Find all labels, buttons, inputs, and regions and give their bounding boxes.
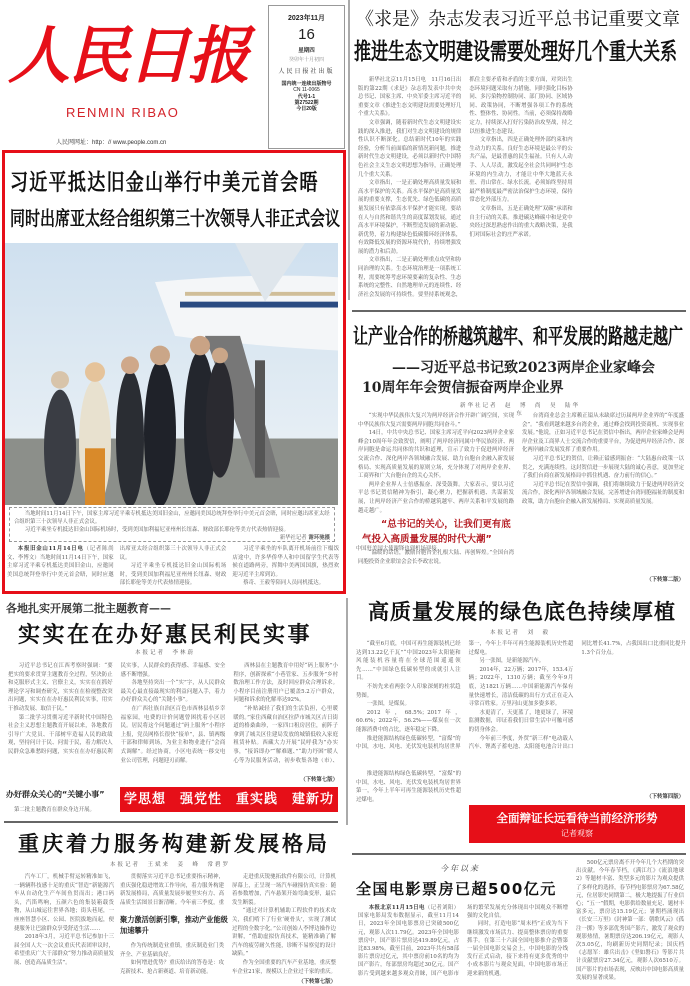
paragraph: “补贴减轻了我们的生活负担，心里暖暖的。”家住西藏自治区拉萨市城关区吉日街道的格桑曲珍，一家四口租房居住，前阵子拿到了城关区住建局发放的城镇低收入家庭租赁补贴。西藏大力开展“民呼我为”办实事，“接诉即办”“解难题、”“助力纾困”暖人心等为民服务活动，初步收集各地（市）、 bbox=[233, 705, 338, 764]
education-byline: 本报记者 李林蔚 bbox=[134, 650, 195, 656]
chongqing-byline: 本报记者 王斌来 姜 峰 常碧罗 bbox=[109, 862, 230, 868]
paragraph: 第二批学习贯彻习近平新时代中国特色社会主义思想主题教育开展以来，各地教育引导广大党员、干部树牢造福人民的政绩观，坚持问计于民、问需于民，着力解决人民群众急难愁盼问题，实实在在办好惠民利民实事，人民群众的获得感、幸福感、安全感不断增强。 bbox=[8, 663, 226, 755]
paragraph: 习近平乘坐的车队离开机场前往下榻饭店途中，许多华侨华人和中国留学生代表等候在道路两旁，挥舞中美两国国旗，热烈欢迎习近平主席到访。 bbox=[232, 546, 339, 578]
section-rule bbox=[352, 310, 686, 312]
paragraph: 2014年，22万辆；2017年，153.4万辆；2022年，1310万辆；截至今年9月底，达1821万辆……中国新能源汽车保有量快速增长，清洁低碳的出行方式正在走入寻常百姓家。万里河山更加多姿多彩。 bbox=[468, 666, 574, 708]
paragraph: 习近平总书记在江西考察时强调：“要把实的要求贯穿主题教育全过程，坚决防止和克服形式主义、官僚主义，实实在在抓好理论学习和调查研究，实实在在检视整改突出问题，实实在在办好惠民利民实事，用实干推动发展、取信于民。” bbox=[8, 663, 113, 712]
paragraph: 文章强调，随着新时代生态文明建设实践的深入推进，我们对生态文明建设的规律性认识不断深化。总结新时代10年的实践经验，分析当前面临的新情况新问题，推进新时代生态文明建设，必须以新时代中国特色社会主义生态文明思想为指导，正确处理几个重大关系。 bbox=[358, 119, 462, 178]
paragraph: “实现中华民族伟大复兴为两岸经济合作开辟广阔空间，实现中华民族伟大复兴需要两岸同胞共同奋斗。” bbox=[358, 413, 514, 428]
masthead-logo: 人民日报 bbox=[8, 19, 249, 92]
issn-label: 国内统一连续出版物号 bbox=[281, 81, 332, 88]
paragraph: 2018年3月，习近平总书记参加十三届全国人大一次会议重庆代表团审议时，希望重庆广大干部群众“努力推动高质量发展、创造高品质生活”。 bbox=[14, 934, 114, 966]
photo-credit-name: 谢环驰摄 bbox=[308, 535, 330, 541]
website-url[interactable]: 人民网网址：http：// www.people.com.cn bbox=[56, 140, 167, 146]
lead-headline-line2[interactable]: 同时出席亚太经合组织第三十次领导人非正式会议 bbox=[10, 206, 341, 230]
paragraph: 水更清了，天更蓝了，地更绿了，环境监测数据，印证着我们日常生活中可触可感的切身体会。 bbox=[468, 709, 574, 733]
paragraph: 习近平总书记的贺信，让赖正镒感到振奋：“大陆惠台政策一以贯之，充满连续性。这封贺信进一步展现大陆的诚心善意，更加坚定了我们台商在新发展格局中抓住机遇、奋力前行的信心。” bbox=[522, 455, 684, 480]
paragraph: 习近平总书记在贺信中强调，我们将继续致力于促进两岸经济交流合作，深化两岸各领域融合发展，完善增进台湾同胞福祉的制度和政策，助力台胞台企融入新发展格局、实现高质量发展。 bbox=[522, 481, 684, 505]
airport-arrival-photo bbox=[5, 243, 338, 505]
paragraph: 西林县在主题教育中用好“码上服务”小程序，创新探索“小巷管家、五步服务”乡村数治理工作方法，及时回应群众合理诉求。小程序目前注册用户已覆盖5.2万户群众，问题和诉求的化解率达92%。 bbox=[233, 663, 338, 704]
lead-headline-line1[interactable]: 习近平抵达旧金山举行中美元首会晤 bbox=[10, 170, 319, 197]
paragraph: 中国驻美国大使谢锋也到机场迎接。 bbox=[355, 546, 443, 552]
education-subhead-text: 第二批主题教育在群众身边开展。 bbox=[14, 807, 95, 813]
lunar-date: 癸卯年十月初四 bbox=[288, 57, 324, 64]
paragraph: 蔡奇、王毅等陪同人员同机抵达。 bbox=[243, 580, 324, 587]
section-rule bbox=[352, 853, 686, 855]
paragraph: 两岸企业界人士倍感振奋、深受鼓舞。大家表示，要以习近平总书记贺信精神为指引，凝心聚力，把握新机遇、共谋新发展，让两岸经济产业合作的桥越筑越牢、两岸关系和平发展的路越走越广。 bbox=[358, 481, 514, 514]
masthead-roman: RENMIN RIBAO bbox=[66, 105, 180, 120]
qiushi-headline[interactable]: 推进生态文明建设需要处理好几个重大关系 bbox=[354, 38, 677, 66]
paragraph: 在广西壮族自治区百色市西林县桔乡幸福家园，电费的计价问题曾困扰着小区居民。居民将这个问题通过“码上服务”小程序上报，党员网格长很快“接单”，县、镇两级干部和律师到场，为业主和物业进行“会商式调解”。经过协商，小区电表统一移交电业公司管理，问题迎刃而解。 bbox=[120, 705, 226, 764]
strait-subheadline-1: ——习近平总书记致2023两岸企业家峰会 bbox=[392, 360, 655, 376]
film-headline[interactable]: 全国电影票房已超500亿元 bbox=[356, 880, 557, 898]
paragraph: “通过对计算机辅助工程软件的技术攻关，我们啃下了行业‘硬骨头’，实现了测试过程的全数字化。”公司创始人李博边操作边讲解，“借助虚拟仿真技术，能精准确了解汽车的疲劳耐久性能，诊断不易察觉的设计缺陷。” bbox=[232, 908, 336, 958]
cn-number: CN 11-0065 bbox=[293, 87, 320, 94]
education-body bbox=[8, 662, 338, 772]
paragraph: 推进能源结构绿色低碳转型，“富煤”的中国，水电、风电、光伏发电装机均居世界第一，今年上半年可再生能源装机历史性超过煤电。 bbox=[356, 641, 574, 751]
economy-observation-box[interactable] bbox=[469, 805, 685, 843]
chongqing-body-col1 bbox=[14, 873, 114, 986]
economy-box-title: 全面辩证长远看待当前经济形势 bbox=[496, 811, 658, 825]
paragraph: 如何增进优势？重庆给出的答卷是：攻克新技术、抢占新赛道、培育新动能。 bbox=[120, 960, 224, 975]
weekday: 星期四 bbox=[298, 47, 315, 54]
green-byline: 本报记者 刘 毅 bbox=[489, 630, 550, 636]
education-continued[interactable]: （下转第七版） bbox=[300, 777, 338, 783]
economy-box-subtitle: 记者观察 bbox=[561, 829, 593, 838]
lead-photo bbox=[5, 243, 338, 505]
film-body bbox=[358, 904, 568, 986]
strait-body-left bbox=[358, 412, 514, 515]
qiushi-body bbox=[358, 76, 684, 302]
film-kicker: 今年以来 bbox=[440, 864, 480, 873]
paragraph: 2012年，68.5%；2017年，60.6%；2022年，56.2%——煤炭在一次能源消费中的占比，逐年稳定下降。 bbox=[356, 709, 461, 733]
green-body bbox=[356, 640, 686, 768]
paragraph: 14日，中共中央总书记、国家主席习近平向2023两岸企业家峰会10周年年会致贺信，阐明了两岸经济同属中华民族经济、两岸同胞是命运共同体的共识和道理，宣示了致力于促进两岸经济交流合作、深化两岸各领域融合发展、助力台胞台企融入新发展格局、实现高质量发展的原则立场，充分体现了对两岸企业界、工商界和广大台胞台企的关心关怀。 bbox=[358, 430, 514, 480]
green-headline[interactable]: 高质量发展的绿色底色持续厚植 bbox=[368, 599, 676, 624]
paragraph: 同时，打造电影“周末档”正成为当下继续激发市场活力、提高整体票房的重要抓手。在第三十六届全国电影推介会暨第一届全国电影交易会上，中国电影的分线发行正式启动，接下来将有更多优秀的中小成本影片与观众见面，中国电影市场正迎来新的机遇。 bbox=[467, 921, 568, 977]
code: 代号1-1 bbox=[297, 93, 316, 100]
paragraph: “温暖的话语，激励台胞台企扎根大陆、再创辉煌。”全国台湾同胞投资企业联谊会会长李政宏说。 bbox=[358, 550, 514, 565]
column-divider bbox=[346, 598, 348, 825]
date-day: 16 bbox=[298, 25, 315, 43]
paragraph: 文章指出，二是正确处理重点攻坚和协同治理的关系。生态环境治理是一项系统工程，需要统筹考虑环境要素的复杂性、生态系统的完整性、自然地理单元的连续性、经济社会发展的可持续性。要坚持系统观念，抓住主要矛盾和矛盾的主要方面，对突出生态环境问题采取有力措施，同时强化目标协同、多污染物控制协同、部门协同、区域协同、政策协同，不断增强各项工作的系统性、整体性、协同性。当前，必须保持战略定力，持续深入打好污染防治攻坚战，持之以恒推进生态建设。 bbox=[358, 77, 573, 298]
dateline: 本报北京11月15日电 bbox=[368, 905, 425, 911]
photo-credit-label: 新华社记者 bbox=[279, 535, 307, 541]
section-rule bbox=[4, 821, 338, 823]
photo-caption bbox=[9, 507, 335, 542]
paragraph: 汽车工厂，机械手臂运转精准如飞，一辆辆科技感十足的重庆“智造”新能源汽车从自动化生产车间鱼贯而出；港口码头，汽笛鸣响，五颜六色的集装箱载货物，从山城运往世界各地；街头巷尾，一座座智慧小区、公园、医院拔地而起，便捷服务让巴渝群众享受舒适生活…… bbox=[14, 874, 114, 932]
reporters: （记者陈尚文、李博文） bbox=[7, 546, 114, 561]
education-subhead: 办好群众关心的“关键小事” bbox=[6, 790, 105, 799]
chongqing-body-col2 bbox=[120, 873, 224, 907]
strait-byline: 新华社记者 赵 博 尚 昊 陆华东 bbox=[460, 403, 581, 417]
paragraph: 一张图，是煤炭。 bbox=[366, 701, 410, 708]
education-kicker: 各地扎实开展第二批主题教育—— bbox=[6, 602, 171, 615]
slogan-banner: 学思想 强党性 重实践 建新功 bbox=[120, 787, 338, 812]
paragraph: 作为全国重要的汽车产业基地，重庆整车企业21家，规模以上企业过千家的重庆。 bbox=[232, 959, 336, 975]
paragraph: 文章指出，四是正确处理外部约束和内生动力的关系。良好生态环境是最公平的公共产品，是最普惠的民生福祉。只有人人动手、人人尽责，激发起全社会共同呵护生态环境的内生动力，才能让中华大地蓝天永驻、青山常在、绿水长流。必须始终坚持用最严格制度最严密法治保护生态环境，保持常态化外部压力。 bbox=[469, 137, 573, 204]
paragraph: 贯彻落实习近平总书记重要指示精神，重庆强化稳进增效工作导向，着力服务构建新发展格局，高质量发展步履坚实有力、高品质生活图景日渐清晰。今年前三季度，重 bbox=[120, 874, 224, 906]
chongqing-subhead: 聚力激活创新引擎，推动产业能级加速攀升 bbox=[120, 915, 228, 935]
date-box bbox=[268, 5, 345, 149]
strait-headline[interactable]: 让产业合作的桥越筑越牢、和平发展的路越走越广 bbox=[353, 323, 684, 349]
page-count: 今日20版 bbox=[296, 106, 317, 113]
paragraph: 另一张图，是新能源汽车。 bbox=[479, 658, 545, 665]
caption-line: 当地时间11月14日下午，国家主席习近平乘专机抵达美国旧金山，应邀同美国总统拜登举行中美元首会晤，同时应邀出席亚太经合组织第三十次领导人非正式会议。 bbox=[14, 511, 330, 525]
green-body-tail bbox=[356, 770, 461, 846]
paragraph: 文章指出，一是正确处理高质量发展和高水平保护的关系。高水平保护是高质量发展的重要支撑，生态优先、绿色低碳的高质量发展只有依靠高水平保护才能实现。要站在人与自然和谐共生的高度谋划发展，通过高水平环境保护，不断塑造发展的新动能、新优势，着力构建绿色低碳循环经济体系，有效降低发展的资源环境代价，持续增强发展的潜力和后劲。 bbox=[358, 180, 462, 255]
chongqing-continued[interactable]: （下转第七版） bbox=[298, 979, 336, 985]
paragraph: 今年前三季度，外贸“新三样”电动载人汽车、锂离子蓄电池、太阳能电池合计出口同比增长41.7%，占我国出口比重同比提升1.3个百分点。 bbox=[468, 641, 686, 751]
paragraph: 文章指出，五是正确处理“双碳”承诺和自主行动的关系。推进碳达峰碳中和是党中央经过深思熟虑作出的重大战略决策，是我们对国际社会的庄严承诺。 bbox=[469, 205, 573, 238]
paragraph: 作为传统制造业重镇，重庆制造业门类齐全、产业基础良好。 bbox=[120, 943, 224, 958]
strait-subheadline-2: 10周年年会贺信振奋两岸企业界 bbox=[362, 380, 564, 396]
paragraph: 台湾商业总会主席赖正镒从未缺席过历届两岸企业界的“年度盛会”。“我看到越来越多台湾企业，通过峰会找到投资商机、实现事业发展。”他说，正如习近平总书记在贺信中指出，两岸企业家峰会是两岸企业及工商界人士交流合作的重要平台，为促进两岸经济合作、深化两岸融合发展发挥了重要作用。 bbox=[522, 413, 684, 454]
chongqing-body-col3 bbox=[232, 873, 336, 976]
qiushi-kicker[interactable]: 《求是》杂志发表习近平总书记重要文章 bbox=[356, 9, 680, 30]
paragraph: 新华社北京11月15日电 11月16日出版的第22期《求是》杂志将发表中共中央总书记、国家主席、中央军委主席习近平的重要文章《推进生态文明建设需要处理好几个重大关系》。 bbox=[358, 77, 462, 118]
paragraph: “截至6月底，中国可再生能源装机已经达到13.22亿千瓦”“中国2023年太阳能和风能装机容量将在全球范围遥遥领先……”中国绿色低碳转型的成就引人注目。 bbox=[356, 641, 461, 682]
paragraph: 走进重庆锐驰拓软件有限公司，计算机屏幕上，正呈现一场汽车碰撞仿真实验：随着参数增加，汽车悬架开始弯曲变形，最后发生断裂。 bbox=[232, 874, 336, 906]
strait-continued[interactable]: （下转第二版） bbox=[646, 577, 684, 583]
paragraph: 习近平乘坐专机抵达旧金山国际机场时，受到美国加利福尼亚州州长纽森、财政部长耶伦等美方代表热情迎接。 bbox=[119, 563, 227, 587]
paragraph: 推进能源结构绿色低碳转型，“富煤”的中国，水电、风电、光伏发电装机均居世界第一，今年上半年可再生能源装机历史性超过煤电。 bbox=[356, 771, 461, 803]
chongqing-body-col2b bbox=[120, 942, 224, 986]
strait-pullquote: “总书记的关心，让我们更有底气投入高质量发展的时代大潮” bbox=[362, 519, 511, 545]
caption-line: 习近平乘坐专机抵达旧金山国际机场时，受到美国加利福尼亚州州长纽森、财政部长耶伦等美方代表热情迎接。 bbox=[24, 527, 289, 533]
strait-body-right bbox=[522, 412, 684, 572]
date-year-month: 2023年11月 bbox=[288, 15, 325, 22]
reporters: （记者刘阳） bbox=[424, 905, 459, 911]
paragraph: 国家电影局发布数据显示，截至11月14日，2023年全国电影票房已突破500亿元，观影人次11.79亿。2023年全国电影票房中，国产影片票房达419.89亿元，占比83.98%。截至目前，2023年共有58部影片票房过亿元，其中票房前10名的均为国产影片，每部票房均超过30亿元。国产影片受到越来越多观众青睐，国产电影市场的繁荣发展充分体现出中国观众不断增强的文化自信。 bbox=[358, 905, 568, 977]
publisher: 人民日报社出版 bbox=[278, 68, 335, 75]
dateline: 本报旧金山11月14日电 bbox=[17, 546, 84, 552]
education-headline[interactable]: 实实在在办好惠民利民实事 bbox=[18, 623, 313, 648]
strait-body-bottom bbox=[358, 549, 514, 585]
paragraph: 不妨先来看两张令人印象深刻的柱状趋势图。 bbox=[356, 683, 461, 699]
paragraph: 当地时间11月14日下午，国家主席习近平乘专机抵达美国旧金山，应邀同美国总统拜登举行中美元首会晤，同时应邀出席亚太经合组织第三十次领导人非正式会议。 bbox=[7, 546, 227, 578]
paragraph: 500亿元票房离不开今年几个大档期的突出贡献。今年春节档，《满江红》《流浪地球2》等题材丰富、类型多元的影片为观众提供了多样化的选择，春节档电影票房为67.58亿元，位居影史同期第二，极大地提振了行业信心；“五一”假期，电影供给数量充足、题材丰富多元，票房达15.19亿元；暑期档涌现出《长安三万里》《封神第一部：朝歌风云》《孤注一掷》等多部优秀国产影片，激发了观众的观影热情，暑期票房达206.19亿元，观影人次5.05亿，均刷新历史同期纪录；国庆档《志愿军：雄兵出击》《坚如磐石》等影片共计贡献票房27.34亿元，观影人次6510万。国产影片的市场表现，反映出中国电影高质量发展的显著成果。 bbox=[576, 860, 684, 981]
issue-number: 第27522期 bbox=[294, 99, 319, 106]
column-divider bbox=[348, 0, 350, 300]
chongqing-headline[interactable]: 重庆着力服务构建新发展格局 bbox=[18, 832, 330, 856]
paragraph: 各地坚持突出一个“实”字，从人民群众最关心最直接最现实的利益问题入手，着力办好群众关心的“关键小事”。 bbox=[120, 680, 226, 704]
green-continued[interactable]: （下转第四版） bbox=[646, 794, 684, 800]
film-body-right-column bbox=[576, 859, 684, 986]
